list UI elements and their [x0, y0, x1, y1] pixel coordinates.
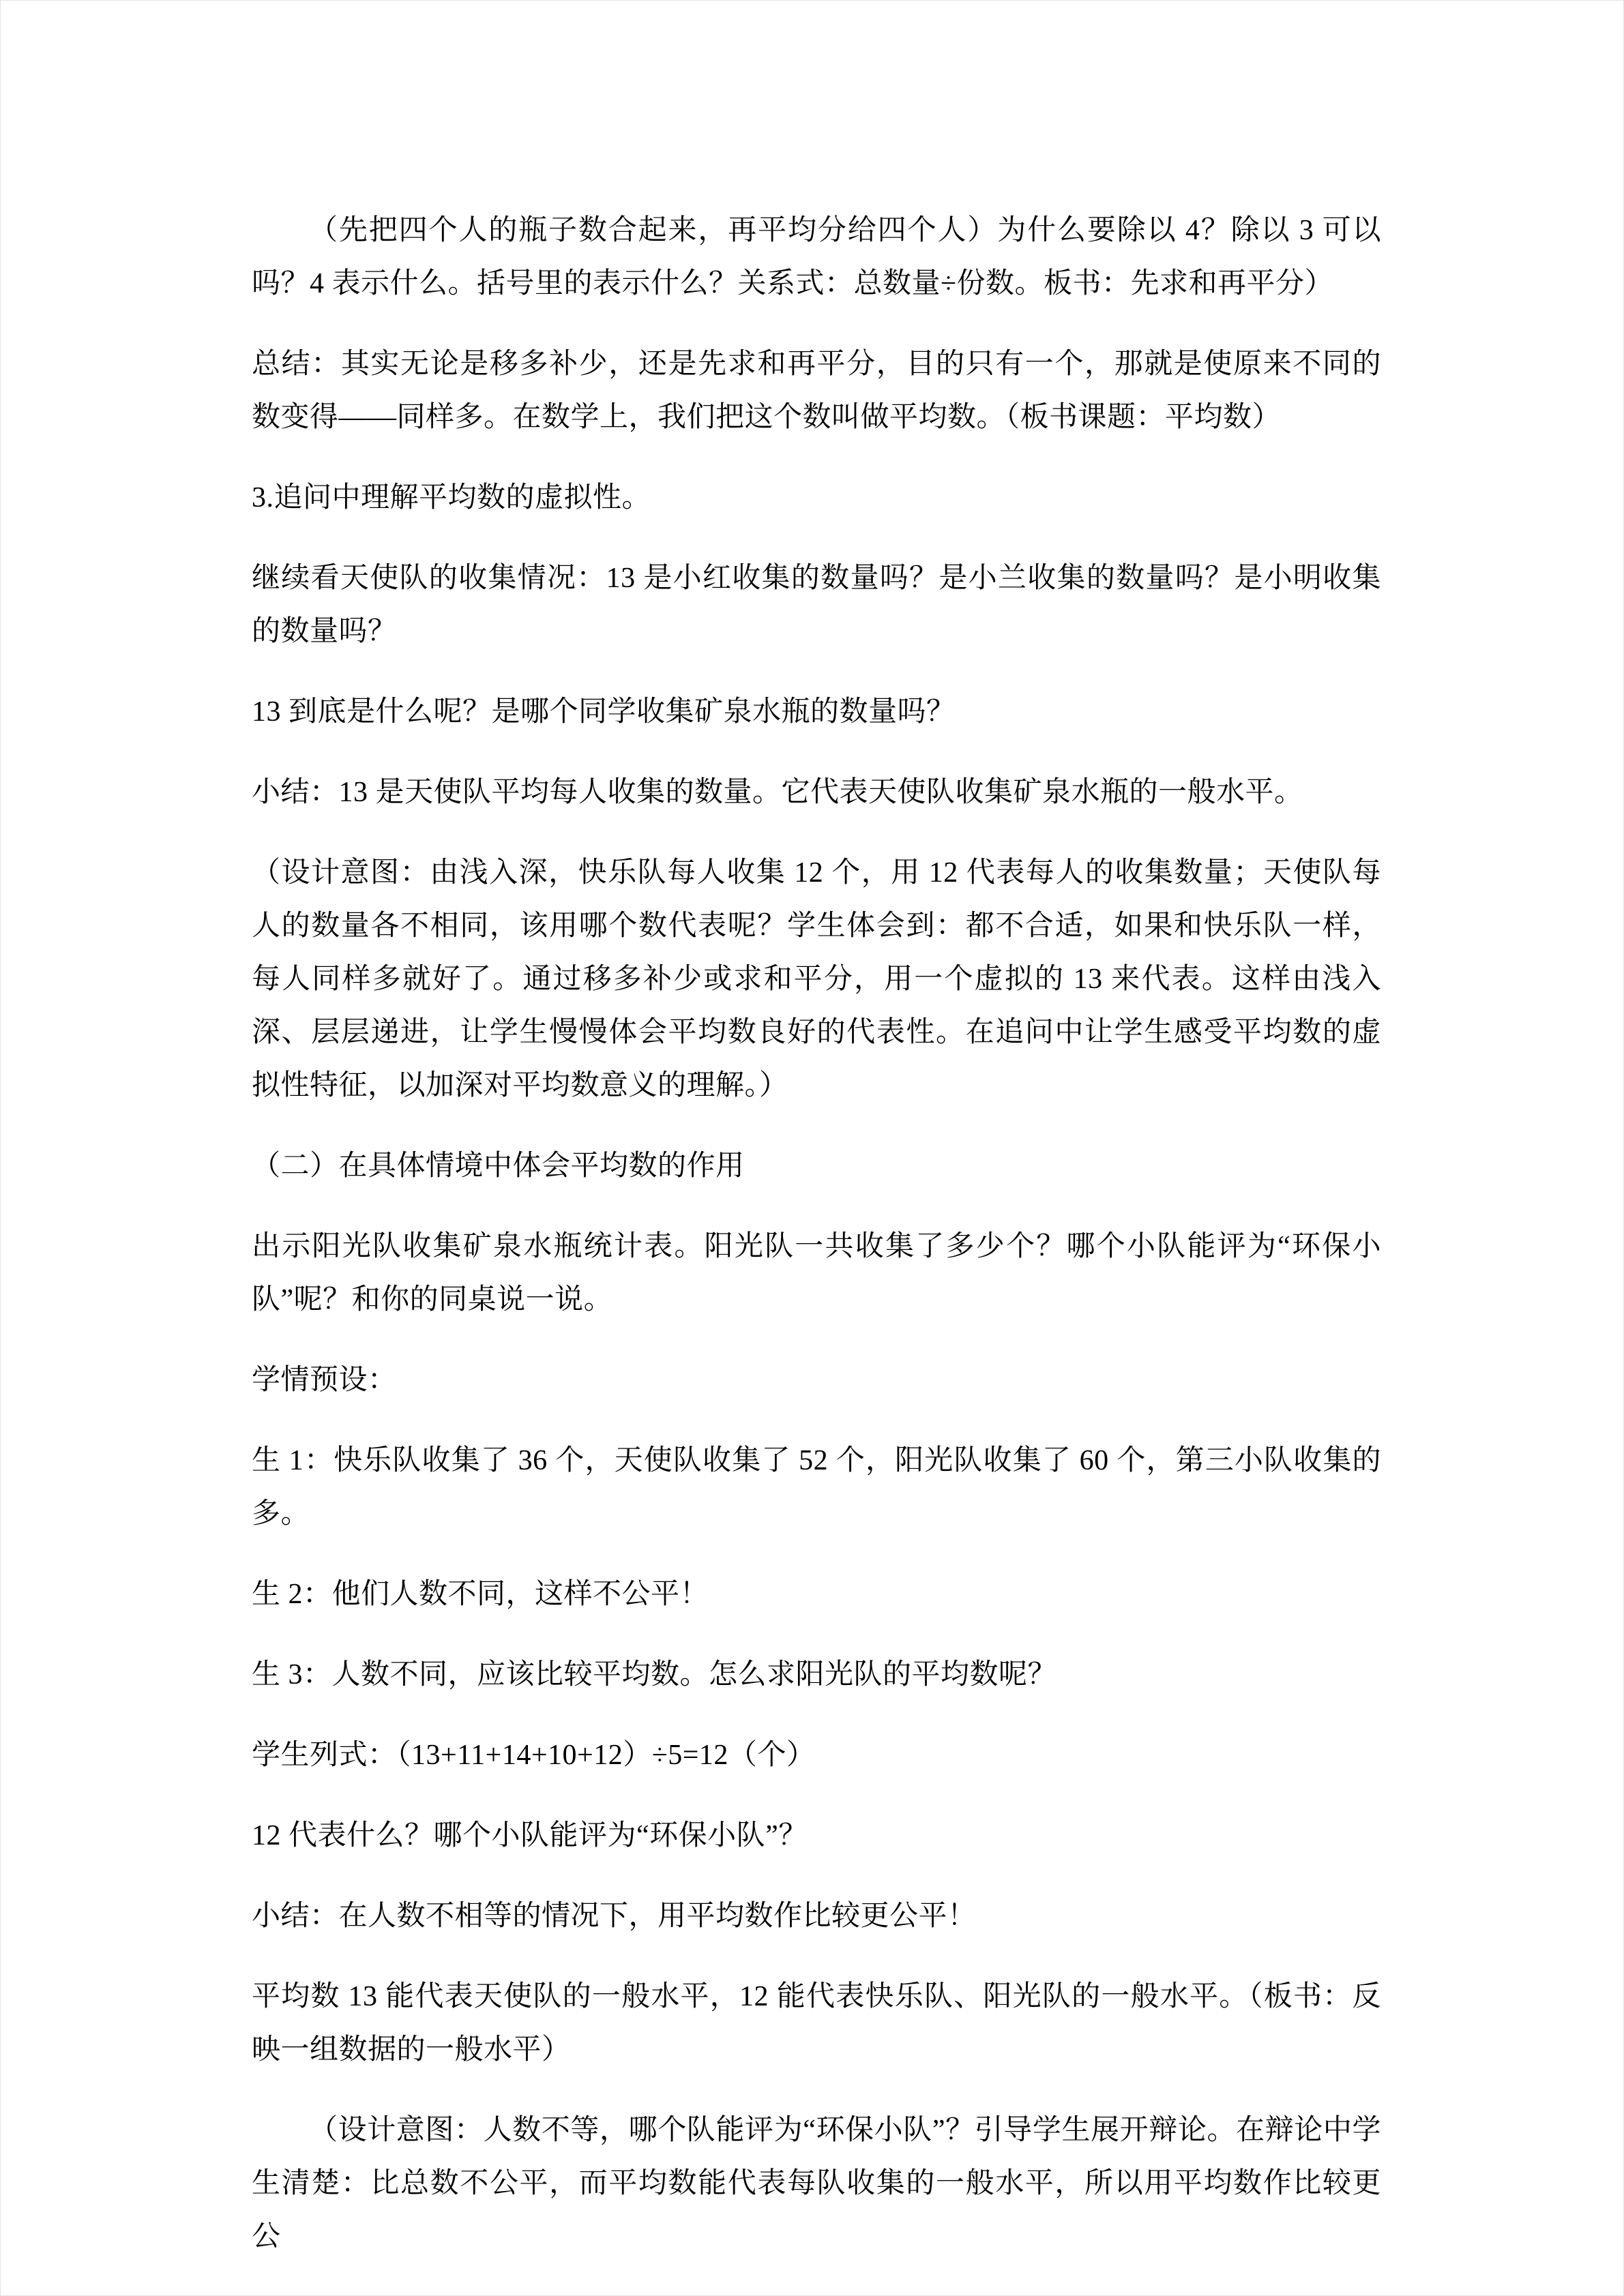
paragraph: 总结：其实无论是移多补少，还是先求和再平分，目的只有一个，那就是使原来不同的数变得——同样多。在数学上，我们把这个数叫做平均数。（板书课题：平均数） [252, 348, 1381, 433]
paragraph: 生 2：他们人数不同，这样不公平！ [252, 1579, 709, 1610]
paragraph: （先把四个人的瓶子数合起来，再平均分给四个人）为什么要除以 4？除以 3 可以吗？4 表示什么。括号里的表示什么？关系式：总数量÷份数。板书：先求和再平分） [252, 215, 1381, 299]
paragraph: （设计意图：人数不等，哪个队能评为“环保小队”？引导学生展开辩论。在辩论中学生清楚：比总数不公平，而平均数能代表每队收集的一般水平，所以用平均数作比较更公 [252, 2115, 1381, 2252]
paragraph: 生 3：人数不同，应该比较平均数。怎么求阳光队的平均数呢？ [252, 1659, 1057, 1690]
paragraph: 13 到底是什么呢？是哪个同学收集矿泉水瓶的数量吗？ [252, 696, 956, 728]
paragraph: 3.追问中理解平均数的虚拟性。 [252, 482, 651, 513]
paragraph: （二）在具体情境中体会平均数的作用 [252, 1150, 745, 1182]
paragraph: 小结：13 是天使队平均每人收集的数量。它代表天使队收集矿泉水瓶的一般水平。 [252, 777, 1303, 808]
paragraph: 学生列式：（13+11+14+10+12）÷5=12（个） [252, 1740, 816, 1771]
paragraph: （设计意图：由浅入深，快乐队每人收集 12 个，用 12 代表每人的收集数量；天使队每人的数量各不相同，该用哪个数代表呢？学生体会到：都不合适，如果和快乐队一样，每人同样多就好了。通过移多补少或求和平分，用一个虚拟的 13 来代表。这样由浅入深、层层递进，让学生慢慢体会平均数良好的代表性。在追问中让学生感受平均数的虚拟性特征，以加深对平均数意义的理解。） [252, 857, 1381, 1101]
paragraph: 12 代表什么？哪个小队能评为“环保小队”？ [252, 1820, 808, 1851]
paragraph: 平均数 13 能代表天使队的一般水平，12 能代表快乐队、阳光队的一般水平。（板书：反映一组数据的一般水平） [252, 1981, 1381, 2066]
paragraph: 生 1：快乐队收集了 36 个，天使队收集了 52 个，阳光队收集了 60 个，第三小队收集的多。 [252, 1445, 1381, 1530]
paragraph: 出示阳光队收集矿泉水瓶统计表。阳光队一共收集了多少个？哪个小队能评为“环保小队”呢？和你的同桌说一说。 [252, 1231, 1381, 1315]
paragraph: 小结：在人数不相等的情况下，用平均数作比较更公平！ [252, 1900, 977, 1932]
paragraph: 继续看天使队的收集情况：13 是小红收集的数量吗？是小兰收集的数量吗？是小明收集的数量吗？ [252, 563, 1381, 647]
paragraph: 学情预设： [252, 1365, 397, 1396]
document-body [252, 204, 1381, 2263]
